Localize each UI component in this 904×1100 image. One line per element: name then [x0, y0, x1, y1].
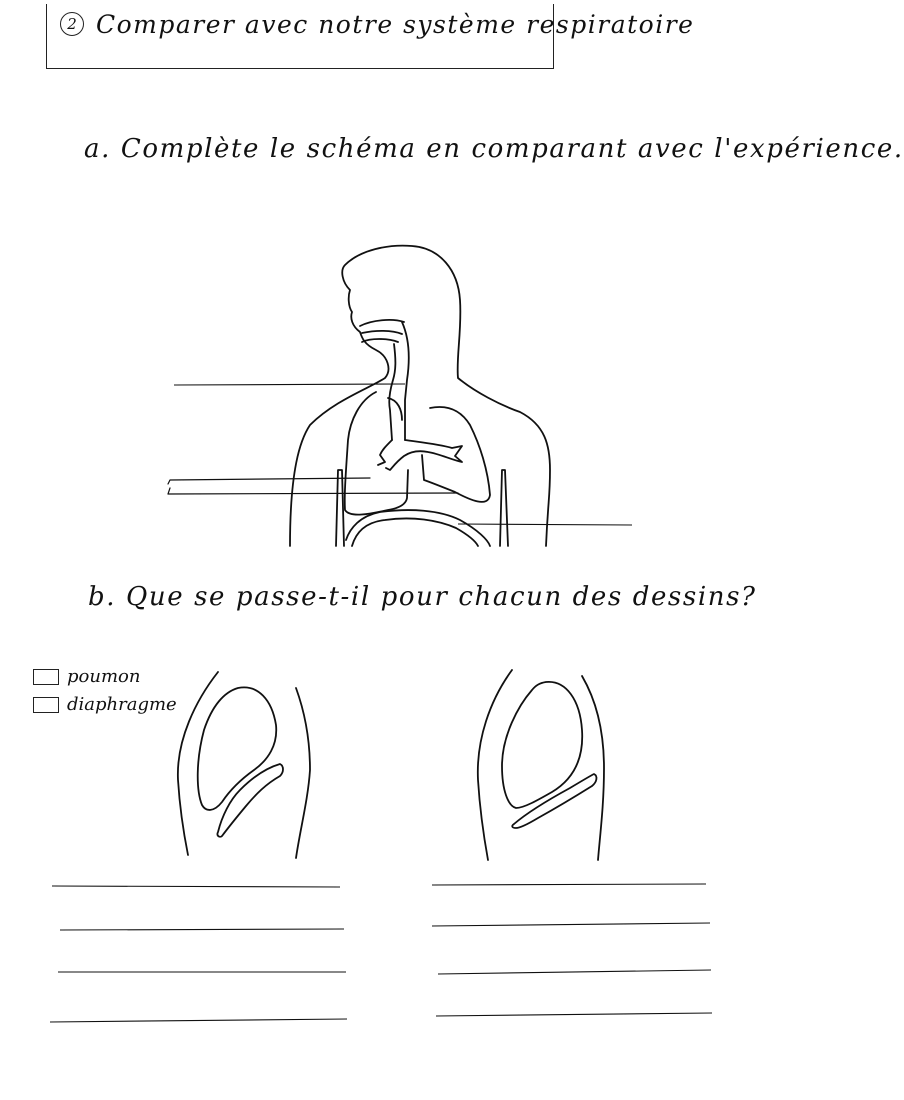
lung-drawing-2	[478, 670, 604, 860]
chest-wall-left	[478, 670, 512, 860]
diaphragm	[217, 764, 283, 837]
section-title: Comparer avec notre système respiratoire	[96, 10, 695, 39]
answer-lines-right	[432, 884, 712, 1016]
lung-drawing-1	[178, 672, 310, 858]
chest-wall-right	[296, 688, 310, 858]
diaphragm	[512, 774, 596, 828]
answer-lines-left	[50, 886, 347, 1022]
legend-label: poumon	[67, 666, 141, 687]
section-number: 2	[60, 12, 84, 36]
chest-wall-right	[582, 676, 604, 860]
legend-label: diaphragme	[67, 694, 177, 715]
lung	[502, 682, 582, 808]
question-b: b. Que se passe-t-il pour chacun des dessins?	[88, 582, 757, 612]
lung	[198, 687, 277, 810]
question-a: a. Complète le schéma en comparant avec l'expérience.	[84, 134, 904, 164]
